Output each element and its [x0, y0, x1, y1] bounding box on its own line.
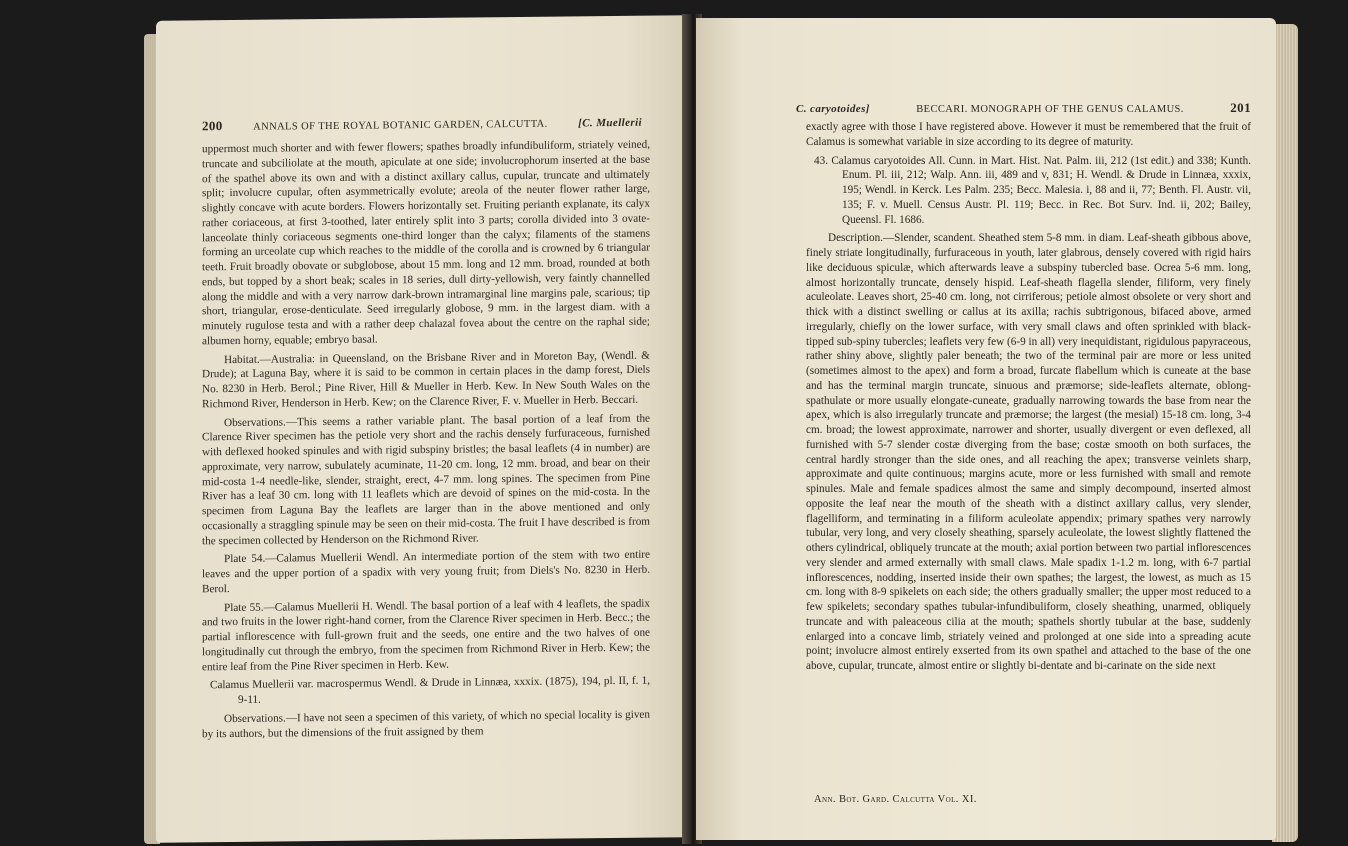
paragraph-maturity-note: exactly agree with those I have registered above. However it must be remembered that the fruit of Calamus is somewhat variable in size according to its degree of maturity.	[806, 121, 1251, 148]
paragraph-description: Description.—Slender, scandent. Sheathed stem 5-8 mm. in diam. Leaf-sheath gibbous above, finely striate longitudinally, furfuraceous in youth, later glabrous, densely covered with rigid hairs like deciduous spiculæ, which afterwards leave a subspiny tubercled base. Ocrea 5-6 mm. long, almost horizontally truncate, densely hispid. Leaf-sheath flagella slender, filiform, very finely aculeolate. Leaves short, 25-40 cm. long, not cirriferous; petiole almost obsolete or very short and thick with a distinct swelling or callus at its axilla; rachis subtrigonous, bifaced above, armed irregularly, chiefly on the lower surface, with very small claws and often sprinkled with black-tipped sub-spiny tubercles; leaflets very few (6-9 in all) very inequidistant, rigidulous papyraceous, rather shiny above, slightly paler beneath; the two of the terminal pair are more or less united (sometimes almost to the apex) and form a broad, furcate flabellum which is cuneate at the base and has the terminal margin truncate, sinuous and præmorse; side-leaflets alternate, oblong-spathulate or more usually elongate-cuneate, gradually narrowing towards the base from near the apex, which is also irregularly truncate and præmorse; the largest (the mesial) 15-18 cm. long, 3-4 cm. broad; the lowest approximate, narrower and shorter, usually divergent or even deflexed, all furnished with 5-7 slender costæ diverging from the base; costæ smooth on both surfaces, the central hardly stronger than the side ones, and all reaching the apex; transverse veinlets sharp, approximate and quite continuous; margins acute, more or less furnished with small and remote spinules. Male and female spadices almost the same and simply decompound, inserted almost opposite the leaf near the mouth of the sheath with a distinct axillary callus, very slender, flagelliform, and terminating in a filiform aculeolate appendix; primary spathes very narrowly tubular, very long, and very closely sheathing, sparsely aculeolate, the lowest slightly flattened the others cylindrical, obliquely truncate at the mouth; axial portion between two partial inflorescences very slender and armed externally with small claws. Male spadix 1-1.2 m. long, with 6-7 partial inflorescences, nodding, inserted inside their own spathes; the largest, the lowest, as much as 15 cm. long with 8-9 spikelets on each side; the others gradually smaller; the upper most reduced to a few spikelets; secondary spathes tubular-infundibuliform, closely sheathing, unarmed, obliquely truncate and with paleaceous cilia at the mouth; spathels shortly tubular at the base, suddenly enlarged into a concave limb, striately veined and prolonged at one side into a spreading acute point; involucre almost entirely exserted from its own spathel and attached to the base of the one above, cupular, truncate, almost entire or slightly bi-dentate and bi-carinate on the side next	[806, 232, 1251, 672]
left-running-head	[202, 114, 642, 135]
right-running-species: C. caryotoides]	[796, 103, 870, 115]
paragraph-habitat: Habitat.—Australia: in Queensland, on the Brisbane River and in Moreton Bay, (Wendl. & Drude); at Laguna Bay, where it is said to be common in certain places in the damp forest, Diels No. 8230 in Herb. Berol.; Pine River, Hill & Mueller in Herb. Kew. In New South Wales on the Richmond River, Henderson in Herb. Kew; on the Clarence River, F. v. Mueller in Herb. Beccari.	[202, 349, 650, 411]
right-running-head	[796, 100, 1251, 116]
page-number-left: 200	[202, 118, 223, 134]
left-page-text	[202, 138, 650, 742]
paragraph-species-43-citation: 43. Calamus caryotoides All. Cunn. in Mart. Hist. Nat. Palm. iii, 212 (1st edit.) and 338; Kunth. Enum. Pl. iii, 212; Walp. Ann. iii, 489 and v, 831; H. Wendl. & Drude in Linnæa, xxxix, 195; Wendl. in Kerck. Les Palm. 235; Becc. Malesia. i, 88 and ii, 77; Benth. Fl. Austr. vii, 135; F. v. Muell. Census Austr. Pl. 119; Becc. in Rec. Bot Surv. Ind. ii, 202; Bailey, Queensl. Fl. 1686.	[814, 154, 1251, 226]
left-running-species: [C. Muellerii	[578, 116, 642, 130]
paragraph-plate-55: Plate 55.—Calamus Muellerii H. Wendl. The basal portion of a leaf with 4 leaflets, the spadix and two fruits in the lower right-hand corner, from the Clarence River specimen in Herb. Becc.; the partial inflorescence with full-grown fruit and the seeds, one entire and the two halves of one longitudinally cut through the embryo, from the specimen from Richmond River in Herb. Kew; the entire leaf from the Pine River specimen in Herb. Kew.	[202, 597, 650, 673]
right-page-text	[806, 120, 1251, 674]
paragraph-variety-citation: Calamus Muellerii var. macrospermus Wendl. & Drude in Linnæa, xxxix. (1875), 194, pl. II, f. 1, 9-11.	[210, 674, 650, 706]
paragraph-observations: Observations.—This seems a rather variable plant. The basal portion of a leaf from the Clarence River specimen has the petiole very short and the rachis densely furfuraceous, furnished with deflexed hooked spinules and with rigid subspiny bristles; the basal leaflets (4 in number) are approximate, very narrow, subulately acuminate, 11-20 cm. long, 12 mm. broad, and bear on their mid-costa 1-4 needle-like, slender, straight, erect, 4-7 mm. long spines. The specimen from Pine River has a leaf 30 cm. long with 11 leaflets which are devoid of spines on the mid-costa. In the specimen from Laguna Bay the leaflets are larger than in the above mentioned and only occasionally a straggling spinule may be seen on their mid-costa. The fruit I have described is from the specimen collected by Henderson on the Richmond River.	[202, 412, 650, 547]
right-running-title: BECCARI. MONOGRAPH OF THE GENUS CALAMUS.	[916, 104, 1184, 115]
book-spread	[6, 4, 1342, 844]
page-number-right: 201	[1230, 100, 1251, 115]
page-footer: Ann. Bot. Gard. Calcutta Vol. XI.	[814, 794, 977, 805]
paragraph-variety-observations: Observations.—I have not seen a specimen of this variety, of which no special locality is given by its authors, but the dimensions of the fruit assigned by them	[202, 708, 650, 740]
paragraph-description-continued: uppermost much shorter and with fewer flowers; spathes broadly infundibuliform, striately veined, truncate and subciliolate at the mouth, apiculate at one side; involucrophorum inserted at the base of the spathel above its own and with a distinct axillary callus, cupular, truncate and ultimately split; involucre cupular, often asymmetrically evolute; areola of the neuter flower rather large, slightly concave with acute borders. Flowers horizontally set. Fruiting perianth explanate, its calyx rather coriaceous, at first 3-toothed, later entirely split into 3 parts; corolla divided into 3 ovate-lanceolate thinly coriaceous segments one-third longer than the calyx; filaments of the stamens forming an urceolate cup which reaches to the middle of the corolla and is crowned by 6 triangular teeth. Fruit broadly obovate or subglobose, about 15 mm. long and 12 mm. broad, rounded at both ends, but topped by a short beak; scales in 18 series, dull dirty-yellowish, very faintly channelled along the middle and with a very narrow dark-brown intramarginal line margins pale, scarious; tip short, triangular, erose-denticulate. Seed irregularly globose, 9 mm. in the largest diam. with a minutely rugulose testa and with a rather deep chalazal fovea about the centre on the raphal side; albumen horny, equable; embryo basal.	[202, 138, 650, 348]
right-page	[696, 18, 1276, 840]
paragraph-plate-54: Plate 54.—Calamus Muellerii Wendl. An intermediate portion of the stem with two entire leaves and the upper portion of a spadix with very young fruit; from Diels's No. 8230 in Herb. Berol.	[202, 548, 650, 596]
left-page	[156, 15, 688, 843]
left-running-title: ANNALS OF THE ROYAL BOTANIC GARDEN, CALCUTTA.	[253, 118, 548, 133]
